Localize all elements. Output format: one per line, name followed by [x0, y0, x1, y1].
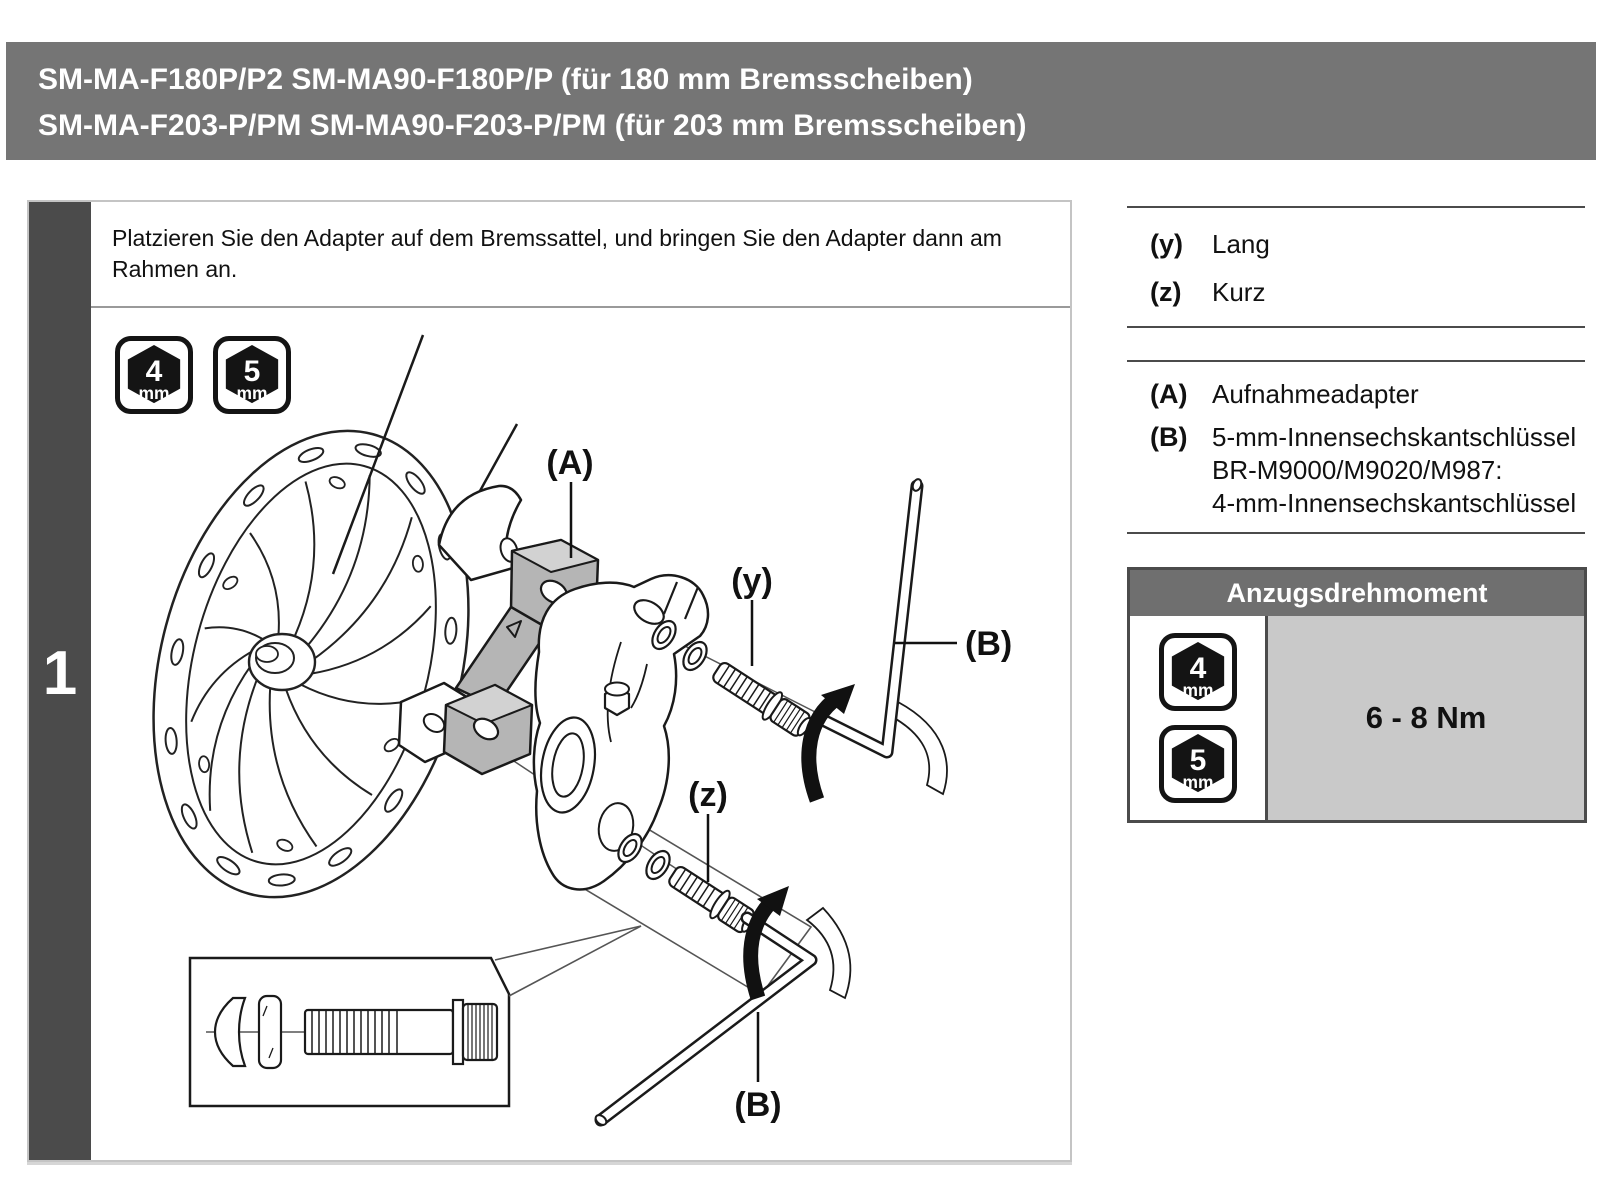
step-panel	[27, 200, 1072, 1162]
label-wrench-upper: (B)	[965, 625, 1013, 663]
torque-value: 6 - 8 Nm	[1268, 616, 1584, 820]
legend-label-b-line1: 5-mm-Innensechskantschlüssel	[1212, 422, 1577, 452]
torque-table-body	[1130, 616, 1584, 820]
label-bolt-short: (z)	[688, 776, 728, 814]
legend-label-y: Lang	[1212, 229, 1270, 259]
svg-text:4: 4	[145, 354, 163, 388]
torque-table	[1127, 567, 1587, 823]
svg-text:mm: mm	[138, 383, 170, 404]
legend-label-a: Aufnahmeadapter	[1212, 379, 1419, 409]
legend-row-z	[1150, 277, 1265, 308]
legend-divider-1	[1127, 206, 1585, 208]
label-adapter: (A)	[546, 444, 594, 482]
detail-inset-box	[190, 926, 641, 1106]
legend-label-z: Kurz	[1212, 277, 1266, 307]
hex-key-5mm-icon	[1159, 725, 1237, 803]
legend-divider-4	[1127, 532, 1585, 534]
exploded-diagram	[91, 310, 1069, 1160]
legend-key-y: (y)	[1150, 229, 1183, 259]
step-number-bar	[29, 202, 91, 1160]
legend-label-b	[1212, 421, 1576, 520]
legend-row-y	[1150, 229, 1270, 260]
legend-label-b-line3: 4-mm-Innensechskantschlüssel	[1212, 488, 1577, 518]
legend-divider-2	[1127, 326, 1585, 328]
svg-text:mm: mm	[236, 383, 268, 404]
hex-glyph	[1167, 641, 1229, 703]
svg-text:5: 5	[1189, 743, 1206, 777]
bleed-screw	[605, 683, 629, 716]
legend-row-a	[1150, 379, 1419, 410]
torque-tools-cell	[1130, 616, 1268, 820]
legend-key-a: (A)	[1150, 379, 1188, 409]
svg-text:mm: mm	[1182, 680, 1213, 701]
legend-key-z: (z)	[1150, 277, 1182, 307]
label-bolt-long: (y)	[731, 562, 773, 600]
legend-divider-3	[1127, 360, 1585, 362]
fixing-bolt-long	[708, 657, 816, 743]
svg-text:mm: mm	[1182, 772, 1213, 793]
hex-glyph	[1167, 733, 1229, 795]
instruction-text: Platzieren Sie den Adapter auf dem Bremssattel, und bringen Sie den Adapter dann am Rahmen an.	[112, 225, 1002, 282]
instruction-area	[91, 202, 1070, 308]
torque-table-header: Anzugsdrehmoment	[1130, 570, 1584, 616]
legend-label-b-line2: BR-M9000/M9020/M987:	[1212, 455, 1503, 485]
fixing-bolt-short	[664, 861, 760, 939]
legend-row-b	[1150, 421, 1576, 520]
step-number: 1	[42, 638, 78, 708]
hex-key-4mm-icon	[1159, 633, 1237, 711]
rotation-arrow-upper	[809, 684, 855, 800]
illustration-area	[91, 310, 1070, 1160]
svg-text:4: 4	[1189, 651, 1206, 685]
svg-text:5: 5	[243, 354, 261, 388]
legend-key-b: (B)	[1150, 422, 1188, 452]
model-title-line1: SM-MA-F180P/P2 SM-MA90-F180P/P (für 180 mm Bremsscheiben)	[38, 63, 973, 96]
brake-caliper	[534, 575, 708, 889]
label-wrench-lower: (B)	[734, 1086, 782, 1124]
model-title-bar	[6, 42, 1596, 160]
brake-rotor	[105, 395, 518, 932]
model-title-line2: SM-MA-F203-P/PM SM-MA90-F203-P/PM (für 203 mm Bremsscheiben)	[38, 109, 1027, 142]
